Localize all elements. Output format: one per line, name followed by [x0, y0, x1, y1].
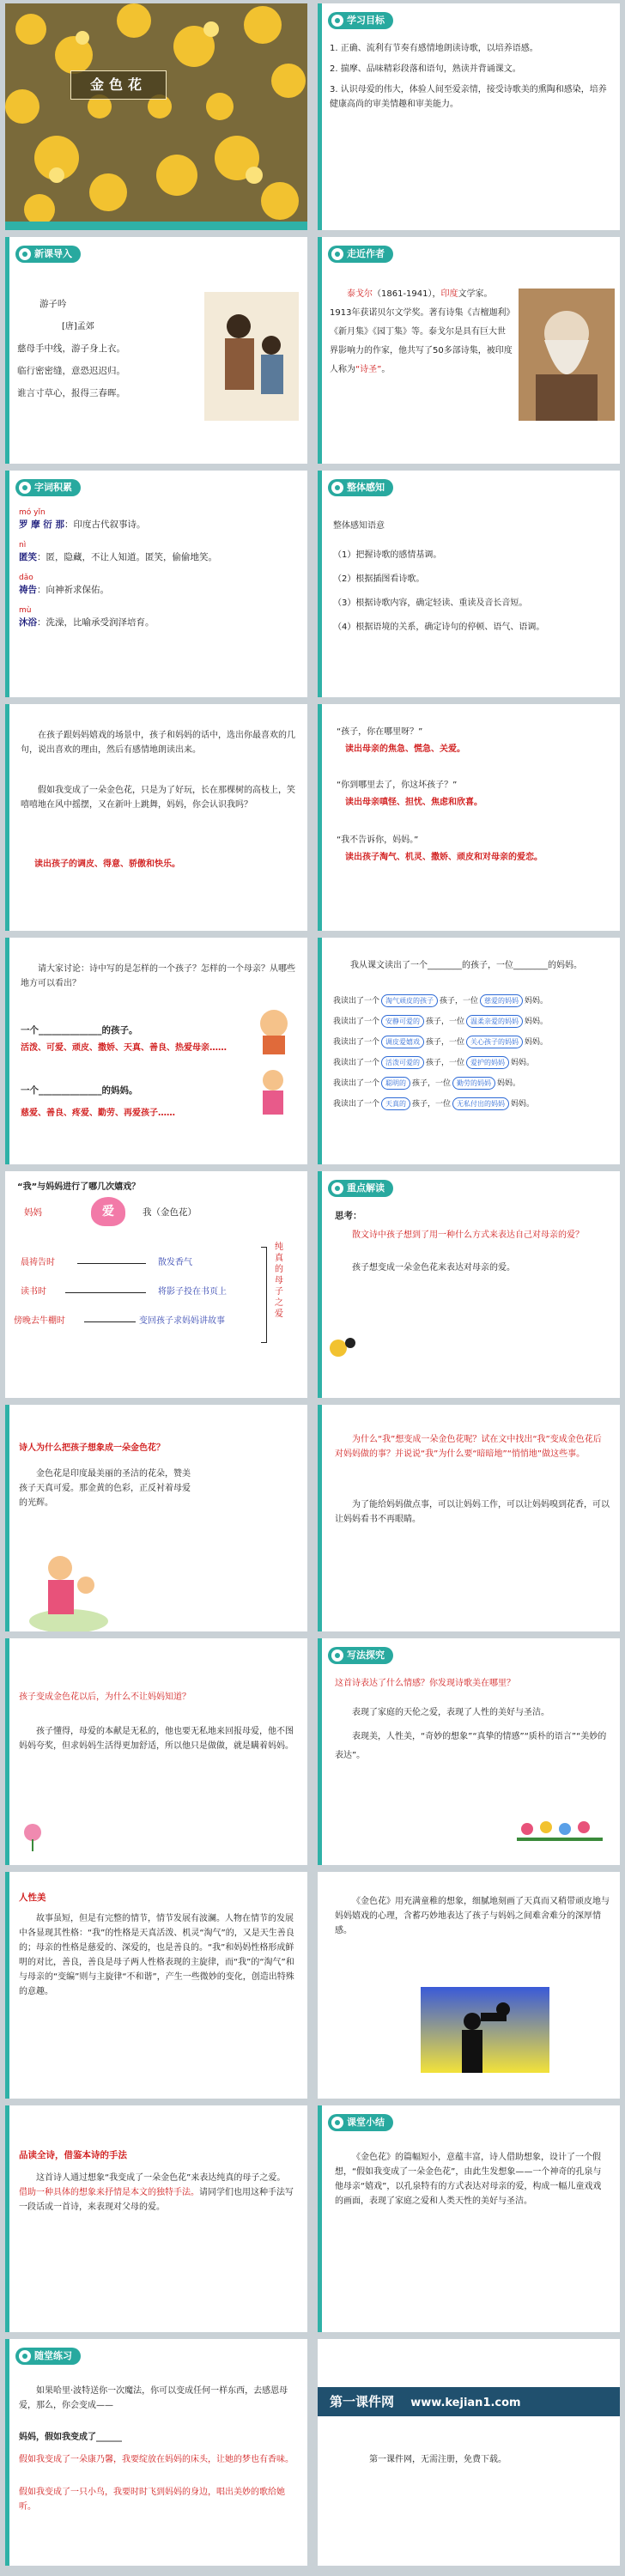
read-out-row: 我读出了一个 天真的 孩子，一位 无私付出的妈妈 妈妈。 [333, 1097, 534, 1112]
teal-bar [5, 471, 9, 697]
class-summary-body: 《金色花》的篇幅短小，意蕴丰富，诗人借助想象，设计了一个假想，“假如我变成了一朵金色花”，由此生发想象——一个神奇的孔泉与他母亲“嬉戏”，以孔泉特有的方式表达对母亲的爱，构成一幅儿童戏戏的画面，表现了家庭之爱和人类天性的美好与圣洁。 [335, 2153, 602, 2206]
secret-question: 为什么“我”想变成一朵金色花呢？试在文中找出“我”变成金色花后对妈妈做的事？并说说“我”为什么要“暗暗地”“悄悄地”做这些事。 [335, 1435, 602, 1459]
poem-author: [唐]孟郊 [62, 322, 94, 331]
poem-line-1: 慈母手中线，游子身上衣。 [17, 343, 125, 354]
badge-overall: 整体感知 [328, 479, 393, 496]
think-label: 思考： [335, 1211, 362, 1221]
overall-item-2: （2）根据插图看诗歌。 [333, 574, 425, 584]
teal-bar [5, 1405, 9, 1631]
brand-footer: 第一课件网，无需注册，免费下载。 [369, 2455, 507, 2464]
teal-bar [5, 1638, 9, 1865]
flower-decor-icon [15, 1817, 50, 1851]
slide-humanity[interactable] [5, 1872, 307, 2099]
author-bio: 泰戈尔（1861-1941），印度文学家。1913年获诺贝尔文学奖。著有诗集《吉檀迦利》《新月集》《园丁集》等。泰戈尔是具有巨大世界影响力的作家，他共写了50多部诗集，被印度人称为“诗圣”。 [330, 289, 513, 374]
badge-summary: 课堂小结 [328, 2114, 393, 2131]
forsythia-image [5, 3, 307, 230]
side-note: 纯真的母子之爱 [275, 1242, 283, 1319]
child-words: 活泼、可爱、顽皮、撒娇、天真、善良、热爱母亲…… [21, 1043, 227, 1053]
reading-quote: 假如我变成了一朵金色花，只是为了好玩，长在那棵树的高枝上，笑嘻嘻地在风中摇摆，又在新叶上跳舞，妈妈，你会认识我吗？ [21, 786, 295, 810]
slide-overall[interactable] [318, 471, 620, 697]
read-out-intro: 我从课文读出了一个________的孩子，一位________的妈妈。 [350, 961, 582, 970]
practice-blank: 妈妈，假如我变成了______ [19, 2433, 122, 2442]
connector-line [65, 1292, 146, 1293]
practice-prompt: 如果哈里·波特送你一次魔法，你可以变成任何一样东西，去感恩母爱，那么，你会变成—— [19, 2386, 288, 2410]
connector-line [77, 1263, 146, 1264]
objective-1: 1. 正确、流利有节奏有感情地朗读诗歌，以培养语感。 [330, 44, 538, 53]
flowers-decor-icon [517, 1819, 603, 1844]
read-out-row: 我读出了一个 淘气顽皮的孩子 孩子，一位 慈爱的妈妈 妈妈。 [333, 994, 548, 1009]
play-left-3: 傍晚去牛棚时 [14, 1316, 65, 1326]
teal-bar [318, 938, 322, 1164]
selection-bar [5, 222, 307, 230]
slide-why-flower[interactable] [5, 1405, 307, 1631]
tagore-portrait [519, 289, 615, 421]
vocab-item: dǎo 祷告：向神祈求保佑。 [19, 574, 109, 595]
read-out-row: 我读出了一个 聪明的 孩子，一位 勤劳的妈妈 妈妈。 [333, 1077, 520, 1091]
teal-bar [5, 237, 9, 464]
brand-banner: 第一课件网 www.kejian1.com [318, 2387, 620, 2416]
child-cartoon-icon [254, 1006, 294, 1054]
slide-summary-text[interactable] [318, 1872, 620, 2099]
slide-key-reading[interactable] [318, 1171, 620, 1398]
badge-author: 走近作者 [328, 246, 393, 263]
badge-writing: 写法探究 [328, 1647, 393, 1664]
teal-bar [318, 1638, 322, 1865]
mother-label: 一个______________的妈妈。 [21, 1085, 138, 1096]
slide-brand[interactable] [318, 2339, 620, 2566]
slide-reading-child[interactable] [5, 704, 307, 931]
humanity-title: 人性美 [19, 1893, 46, 1903]
read-out-row: 我读出了一个 安静可爱的 孩子，一位 温柔亲爱的妈妈 妈妈。 [333, 1015, 548, 1030]
overall-item-3: （3）根据诗歌内容，确定轻读、重读及音长音短。 [333, 598, 528, 608]
slide-imitate[interactable] [5, 2105, 307, 2332]
mom-node: 妈妈 [24, 1207, 42, 1218]
slide-practice[interactable] [5, 2339, 307, 2566]
slide-reading-mother[interactable] [318, 704, 620, 931]
mother-words: 慈爱、善良、疼爱、勤劳、再爱孩子…… [21, 1109, 175, 1118]
slide-discussion[interactable] [5, 938, 307, 1164]
teal-bar [5, 2105, 9, 2332]
play-right-3: 变回孩子求妈妈讲故事 [139, 1316, 225, 1326]
quote-1: “孩子，你在哪里呀？” [337, 727, 423, 737]
badge-key: 重点解读 [328, 1180, 393, 1197]
vocab-item: mó yǐn 罗 摩 衍 那：印度古代叙事诗。 [19, 508, 146, 530]
mother-child-illustration [26, 1542, 112, 1631]
play-left-2: 读书时 [21, 1287, 46, 1297]
play-left-1: 晨祷告时 [21, 1258, 55, 1267]
mother-child-silhouette [421, 1987, 549, 2073]
poem-line-2: 临行密密缝，意恐迟迟归。 [17, 366, 125, 376]
teal-bar [318, 1171, 322, 1398]
slide-objectives[interactable] [318, 3, 620, 230]
vocab-item: mù 沐浴：洗澡，比喻承受润泽培育。 [19, 606, 155, 628]
teal-bar [5, 938, 9, 1164]
teal-bar [318, 237, 322, 464]
teal-bar [5, 1872, 9, 2099]
answer-3: 读出孩子淘气、机灵、撒娇、顽皮和对母亲的爱恋。 [345, 853, 543, 862]
discussion-question: 请大家讨论：诗中写的是怎样的一个孩子？怎样的一个母亲？从哪些地方可以看出？ [21, 964, 295, 988]
reading-answer: 读出孩子的调皮、得意、骄傲和快乐。 [34, 860, 180, 869]
badge-objectives: 学习目标 [328, 12, 393, 29]
overall-item-4: （4）根据语境的关系，确定诗句的停顿、语气、语调。 [333, 623, 545, 632]
slide-why-secret[interactable] [318, 1405, 620, 1631]
badge-intro: 新课导入 [15, 246, 81, 263]
teal-bar [318, 3, 322, 230]
key-answer: 孩子想变成一朵金色花来表达对母亲的爱。 [352, 1263, 515, 1273]
flower-answer: 金色花是印度最美丽的圣洁的花朵，赞美孩子天真可爱。那金黄的色彩，正反衬着母爱的光辉。 [19, 1469, 191, 1508]
slide-class-summary[interactable] [318, 2105, 620, 2332]
teal-bar [318, 704, 322, 931]
badge-practice: 随堂练习 [15, 2348, 81, 2365]
teal-bar [5, 2339, 9, 2566]
not-tell-question: 孩子变成金色花以后，为什么不让妈妈知道？ [19, 1692, 191, 1702]
slide-read-out[interactable] [318, 938, 620, 1164]
practice-example-1: 假如我变成了一朵康乃馨，我要绽放在妈妈的床头，让她的梦也有香味。 [19, 2455, 294, 2464]
teal-bar [5, 704, 9, 931]
practice-example-2: 假如我变成了一只小鸟，我要时时飞到妈妈的身边，唱出美妙的歌给她听。 [19, 2488, 285, 2512]
love-heart-icon: 爱 [91, 1197, 125, 1226]
slide-vocabulary[interactable] [5, 471, 307, 697]
cover-title-box: 金色花 [70, 70, 167, 100]
read-out-row: 我读出了一个 活泼可爱的 孩子，一位 爱护的妈妈 妈妈。 [333, 1056, 534, 1071]
teal-bar [318, 2105, 322, 2332]
read-out-row: 我读出了一个 调皮爱嬉戏 孩子，一位 关心孩子的妈妈 妈妈。 [333, 1036, 548, 1050]
not-tell-answer: 孩子懂得，母爱的本献是无私的，他也要无私地来回报母爱，他不图妈妈夸奖，但求妈妈生活得更加舒适，所以他只是做做，就是瞒着妈妈。 [19, 1727, 294, 1751]
imitate-body: 这首诗人通过想象“我变成了一朵金色花”来表达纯真的母子之爱。借助一种具体的想象来抒情是本文的独特手法。请同学们也用这种手法写一段话或一首诗，来表现对父母的爱。 [19, 2173, 294, 2212]
child-label: 一个______________的孩子。 [21, 1025, 138, 1036]
reading-task: 在孩子跟妈妈嬉戏的场景中，孩子和妈妈的话中，选出你最喜欢的几句，说出喜欢的理由，然后有感情地朗读出来。 [21, 731, 295, 755]
play-right-2: 将影子投在书页上 [158, 1287, 227, 1297]
poem-title: 游子吟 [39, 299, 67, 309]
writing-answer-2: 表现美，人性美，“奇妙的想象”“真挚的情感”“质朴的语言”“美妙的表达”。 [335, 1732, 607, 1760]
slide-not-tell[interactable] [5, 1638, 307, 1865]
key-question: 散文诗中孩子想到了用一种什么方式来表达自己对母亲的爱？ [352, 1230, 584, 1240]
quote-3: “我不告诉你，妈妈。” [337, 835, 419, 845]
writing-answer-1: 表现了家庭的天伦之爱，表现了人性的美好与圣洁。 [352, 1708, 549, 1717]
slide-intro[interactable] [5, 237, 307, 464]
slide-writing[interactable] [318, 1638, 620, 1865]
answer-1: 读出母亲的焦急、慌急、关爱。 [345, 744, 465, 754]
humanity-body: 故事虽短，但是有完整的情节，情节发展有波澜。人物在情节的发展中各显现其性格：“我”的性格是天真活泼、机灵“淘气”的，又是天生善良的；母亲的性格是慈爱的、深爱的，也是善良的。“我”和妈妈性格形成鲜明的对比，善良，善良是母子两人性格表现的主旋律，而“我”的“淘气”和与母亲的“变编”则与主旋律“不和谐”，产生一些微妙的变化，创造出特殊的意趣。 [19, 1914, 294, 1996]
objective-2: 2. 揣摩、品味精彩段落和语句，熟读并背诵课文。 [330, 64, 521, 74]
play-right-1: 散发香气 [158, 1258, 192, 1267]
teal-bar [318, 471, 322, 697]
poem-line-3: 谁言寸草心，报得三春晖。 [17, 388, 125, 398]
answer-2: 读出母亲嗔怪、担忧、焦虑和欣喜。 [345, 798, 482, 807]
bee-flower-icon [326, 1331, 361, 1360]
summary-text: 《金色花》用充满童稚的想象，细腻地刻画了天真而又稍带顽皮地与妈妈嬉戏的心理，含蓄巧妙地表达了孩子与妈妈之间难舍难分的深厚情感。 [335, 1897, 610, 1935]
mother-cartoon-icon [256, 1066, 290, 1115]
secret-answer: 为了能给妈妈做点事，可以让妈妈工作，可以让妈妈嗅到花香，可以让妈妈看书不再眼睛。 [335, 1500, 610, 1524]
slide-play-diagram[interactable] [5, 1171, 307, 1398]
overall-item-1: （1）把握诗歌的感情基调。 [333, 550, 442, 560]
overall-intro: 整体感知语意 [333, 521, 385, 531]
me-node: 我（金色花） [143, 1207, 197, 1218]
flower-question: 诗人为什么把孩子想象成一朵金色花？ [19, 1443, 165, 1453]
vocab-item: nì 匿笑：匿，隐藏，不让人知道。匿笑，偷偷地笑。 [19, 541, 217, 562]
connector-line [84, 1321, 136, 1322]
badge-vocabulary: 字词积累 [15, 479, 81, 496]
play-question: “我”与妈妈进行了哪几次嬉戏？ [17, 1182, 141, 1192]
slide-author[interactable] [318, 237, 620, 464]
imitate-title: 品读全诗，借鉴本诗的手法 [19, 2150, 127, 2160]
writing-question: 这首诗表达了什么情感？你发现诗歌美在哪里？ [335, 1679, 515, 1688]
quote-2: “你到哪里去了，你这坏孩子？” [337, 781, 458, 790]
mother-son-illustration [204, 292, 299, 421]
objective-3: 3. 认识母爱的伟大，体验人间至爱亲情，接受诗歌美的熏陶和感染，培养健康高尚的审美情趣和审美能力。 [330, 85, 607, 109]
teal-bar [318, 1405, 322, 1631]
slide-cover[interactable] [5, 3, 307, 230]
bracket-line [261, 1247, 267, 1343]
